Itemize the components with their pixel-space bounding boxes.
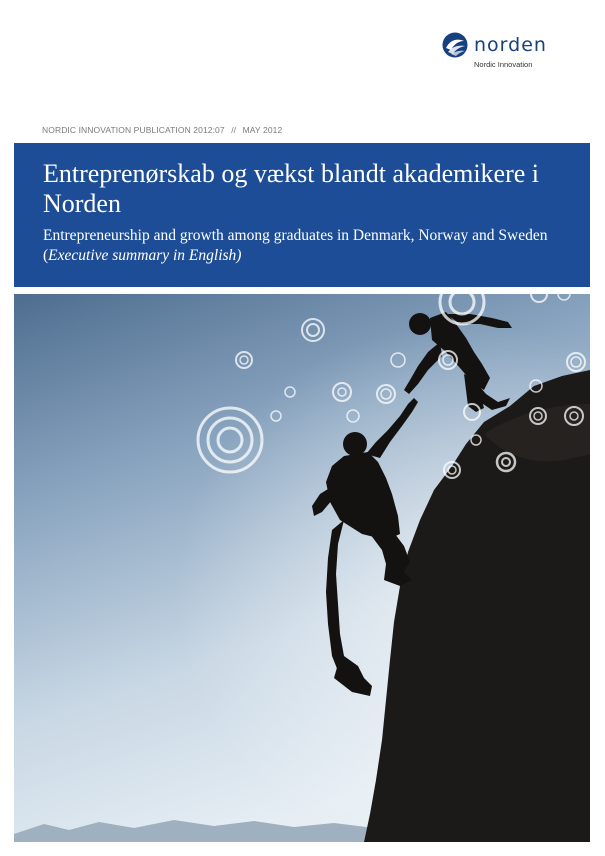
title-banner bbox=[14, 143, 590, 287]
document-subtitle bbox=[43, 226, 583, 266]
document-title: Entreprenørskab og vækst blandt akademikere i Norden bbox=[43, 159, 540, 218]
publication-date: MAY 2012 bbox=[242, 125, 283, 135]
cover-photo bbox=[14, 294, 590, 842]
logo-wordmark: norden bbox=[474, 34, 547, 56]
subtitle-main: Entrepreneurship and growth among graduates in Denmark, Norway and Sweden ( bbox=[43, 227, 548, 264]
logo-tagline: Nordic Innovation bbox=[474, 60, 533, 69]
norden-swan-icon bbox=[442, 32, 468, 58]
norden-logo bbox=[442, 32, 572, 72]
subtitle-italic: Executive summary in English) bbox=[48, 247, 242, 264]
publication-series: NORDIC INNOVATION PUBLICATION 2012:07 bbox=[42, 125, 225, 135]
publication-line bbox=[42, 125, 282, 135]
publication-separator: // bbox=[231, 125, 237, 135]
